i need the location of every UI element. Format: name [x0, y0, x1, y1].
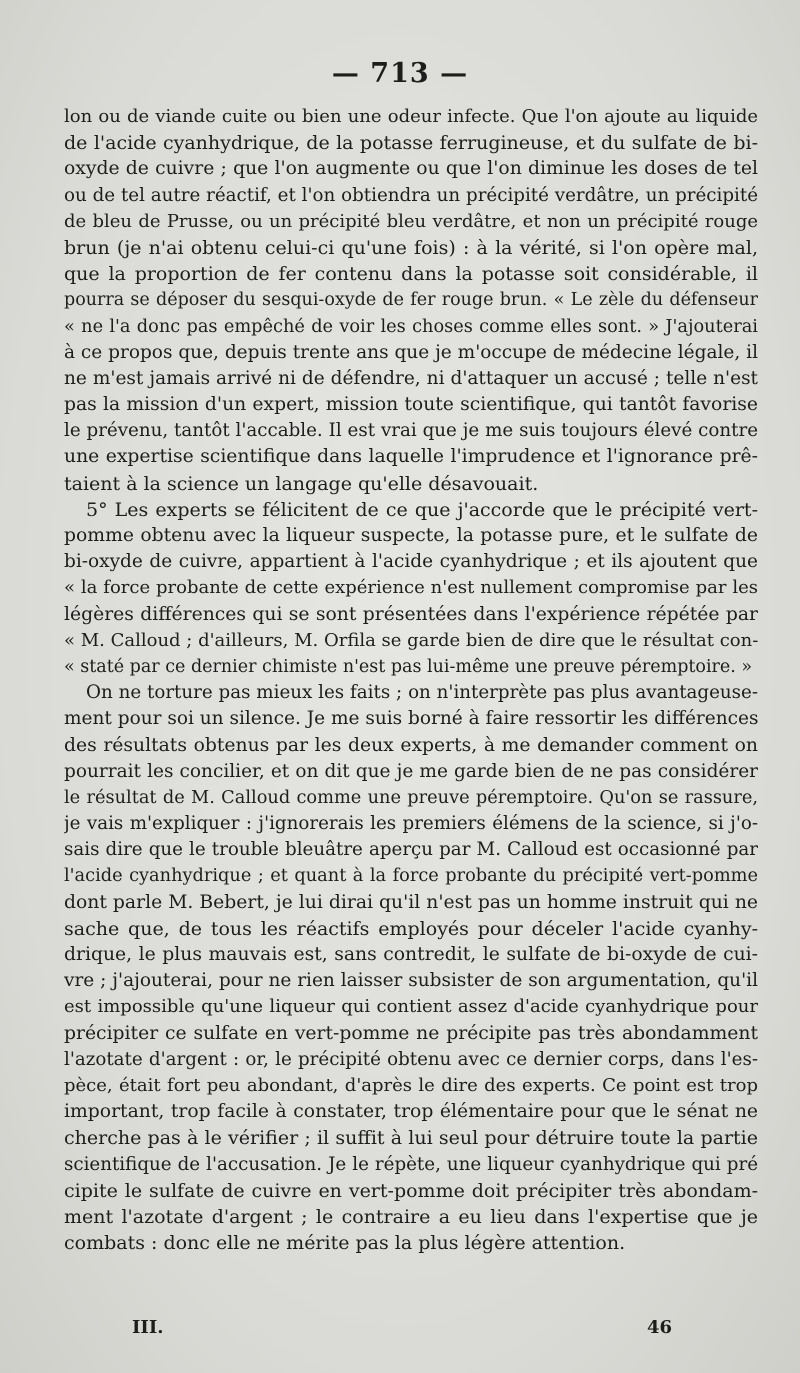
- text-line: pourrait les concilier, et on dit que je me garde bien de ne pas considérer: [64, 760, 758, 782]
- text-line: combats : donc elle ne mérite pas la plus légère attention.: [64, 1232, 626, 1255]
- text-line: précipiter ce sulfate en vert-pomme ne précipite pas très abondamment: [64, 1022, 758, 1044]
- text-line: l'azotate d'argent : or, le précipité obtenu avec ce dernier corps, dans l'es-: [64, 1048, 758, 1070]
- text-line: dont parle M. Bebert, je lui dirai qu'il n'est pas un homme instruit qui ne: [64, 891, 758, 913]
- text-line: ne m'est jamais arrivé ni de défendre, ni d'attaquer un accusé ; telle n'est: [64, 367, 758, 389]
- text-line: drique, le plus mauvais est, sans contredit, le sulfate de bi-oxyde de cui-: [64, 944, 758, 965]
- text-line: scientifique de l'accusation. Je le répète, une liqueur cyanhydrique qui pré: [64, 1153, 758, 1175]
- text-line: bi-oxyde de cuivre, appartient à l'acide cyanhydrique ; et ils ajoutent que: [64, 551, 758, 573]
- text-line: oxyde de cuivre ; que l'on augmente ou que l'on diminue les doses de tel: [64, 158, 758, 180]
- text-line: « la force probante de cette expérience n'est nullement compromise par les: [64, 577, 758, 599]
- text-line: le résultat de M. Calloud comme une preuve péremptoire. Qu'on se rassure,: [64, 787, 758, 808]
- text-line: On ne torture pas mieux les faits ; on n'interprète pas plus avantageuse-: [86, 682, 758, 704]
- text-line: « staté par ce dernier chimiste n'est pas lui-même une preuve péremptoire. »: [64, 656, 753, 677]
- text-line: je vais m'expliquer : j'ignorerais les premiers élémens de la science, si j'o-: [64, 813, 758, 835]
- sheet-number: 46: [646, 1317, 672, 1338]
- text-line: que la proportion de fer contenu dans la potasse soit considérable, il: [64, 263, 758, 286]
- text-line: de l'acide cyanhydrique, de la potasse ferrugineuse, et du sulfate de bi-: [64, 132, 758, 155]
- text-line: le prévenu, tantôt l'accable. Il est vrai que je me suis toujours élevé contre: [64, 420, 758, 442]
- text-line: sais dire que le trouble bleuâtre aperçu par M. Calloud est occasionné par: [64, 839, 758, 861]
- text-line: à ce propos que, depuis trente ans que je m'occupe de médecine légale, il: [64, 341, 758, 363]
- text-line: pèce, était fort peu abondant, d'après le dire des experts. Ce point est trop: [64, 1074, 758, 1096]
- text-line: sache que, de tous les réactifs employés pour déceler l'acide cyanhy-: [64, 917, 758, 940]
- text-line: une expertise scientifique dans laquelle l'imprudence et l'ignorance prê-: [64, 446, 758, 468]
- text-line: des résultats obtenus par les deux experts, à me demander comment on: [64, 734, 758, 756]
- text-line: taient à la science un langage qu'elle désavouait.: [64, 472, 539, 495]
- text-line: cipite le sulfate de cuivre en vert-pomme doit précipiter très abondam-: [64, 1179, 758, 1202]
- text-line: lon ou de viande cuite ou bien une odeur infecte. Que l'on ajoute au liquide: [64, 106, 758, 127]
- text-line: 5° Les experts se félicitent de ce que j'accorde que le précipité vert-: [86, 498, 758, 521]
- body-text: [64, 104, 758, 1256]
- text-line: ou de tel autre réactif, et l'on obtiendra un précipité verdâtre, un précipité: [64, 184, 758, 206]
- text-line: légères différences qui se sont présentées dans l'expérience répétée par: [64, 603, 758, 625]
- text-line: vre ; j'ajouterai, pour ne rien laisser subsister de son argumentation, qu'il: [64, 970, 758, 992]
- text-line: « M. Calloud ; d'ailleurs, M. Orfila se garde bien de dire que le résultat con-: [64, 629, 758, 651]
- text-line: est impossible qu'une liqueur qui contient assez d'acide cyanhydrique pour: [64, 996, 758, 1018]
- text-line: ment l'azotate d'argent ; le contraire a eu lieu dans l'expertise que je: [64, 1205, 758, 1228]
- text-line: de bleu de Prusse, ou un précipité bleu verdâtre, et non un précipité rouge: [64, 210, 758, 232]
- text-line: cherche pas à le vérifier ; il suffit à lui seul pour détruire toute la partie: [64, 1127, 758, 1150]
- text-line: pomme obtenu avec la liqueur suspecte, la potasse pure, et le sulfate de: [64, 525, 758, 546]
- signature-mark: III.: [132, 1317, 164, 1338]
- text-line: brun (je n'ai obtenu celui-ci qu'une fois) : à la vérité, si l'on opère mal,: [64, 236, 758, 259]
- text-line: l'acide cyanhydrique ; et quant à la force probante du précipité vert-pomme: [64, 866, 758, 887]
- text-line: pas la mission d'un expert, mission toute scientifique, qui tantôt favorise: [64, 394, 758, 416]
- text-line: important, trop facile à constater, trop élémentaire pour que le sénat ne: [64, 1101, 758, 1123]
- page-number: — 713 —: [331, 58, 469, 89]
- text-line: pourra se déposer du sesqui-oxyde de fer rouge brun. « Le zèle du défenseur: [64, 290, 758, 311]
- text-line: « ne l'a donc pas empêché de voir les choses comme elles sont. » J'ajouterai: [64, 316, 758, 337]
- text-line: ment pour soi un silence. Je me suis borné à faire ressortir les différences: [64, 708, 758, 730]
